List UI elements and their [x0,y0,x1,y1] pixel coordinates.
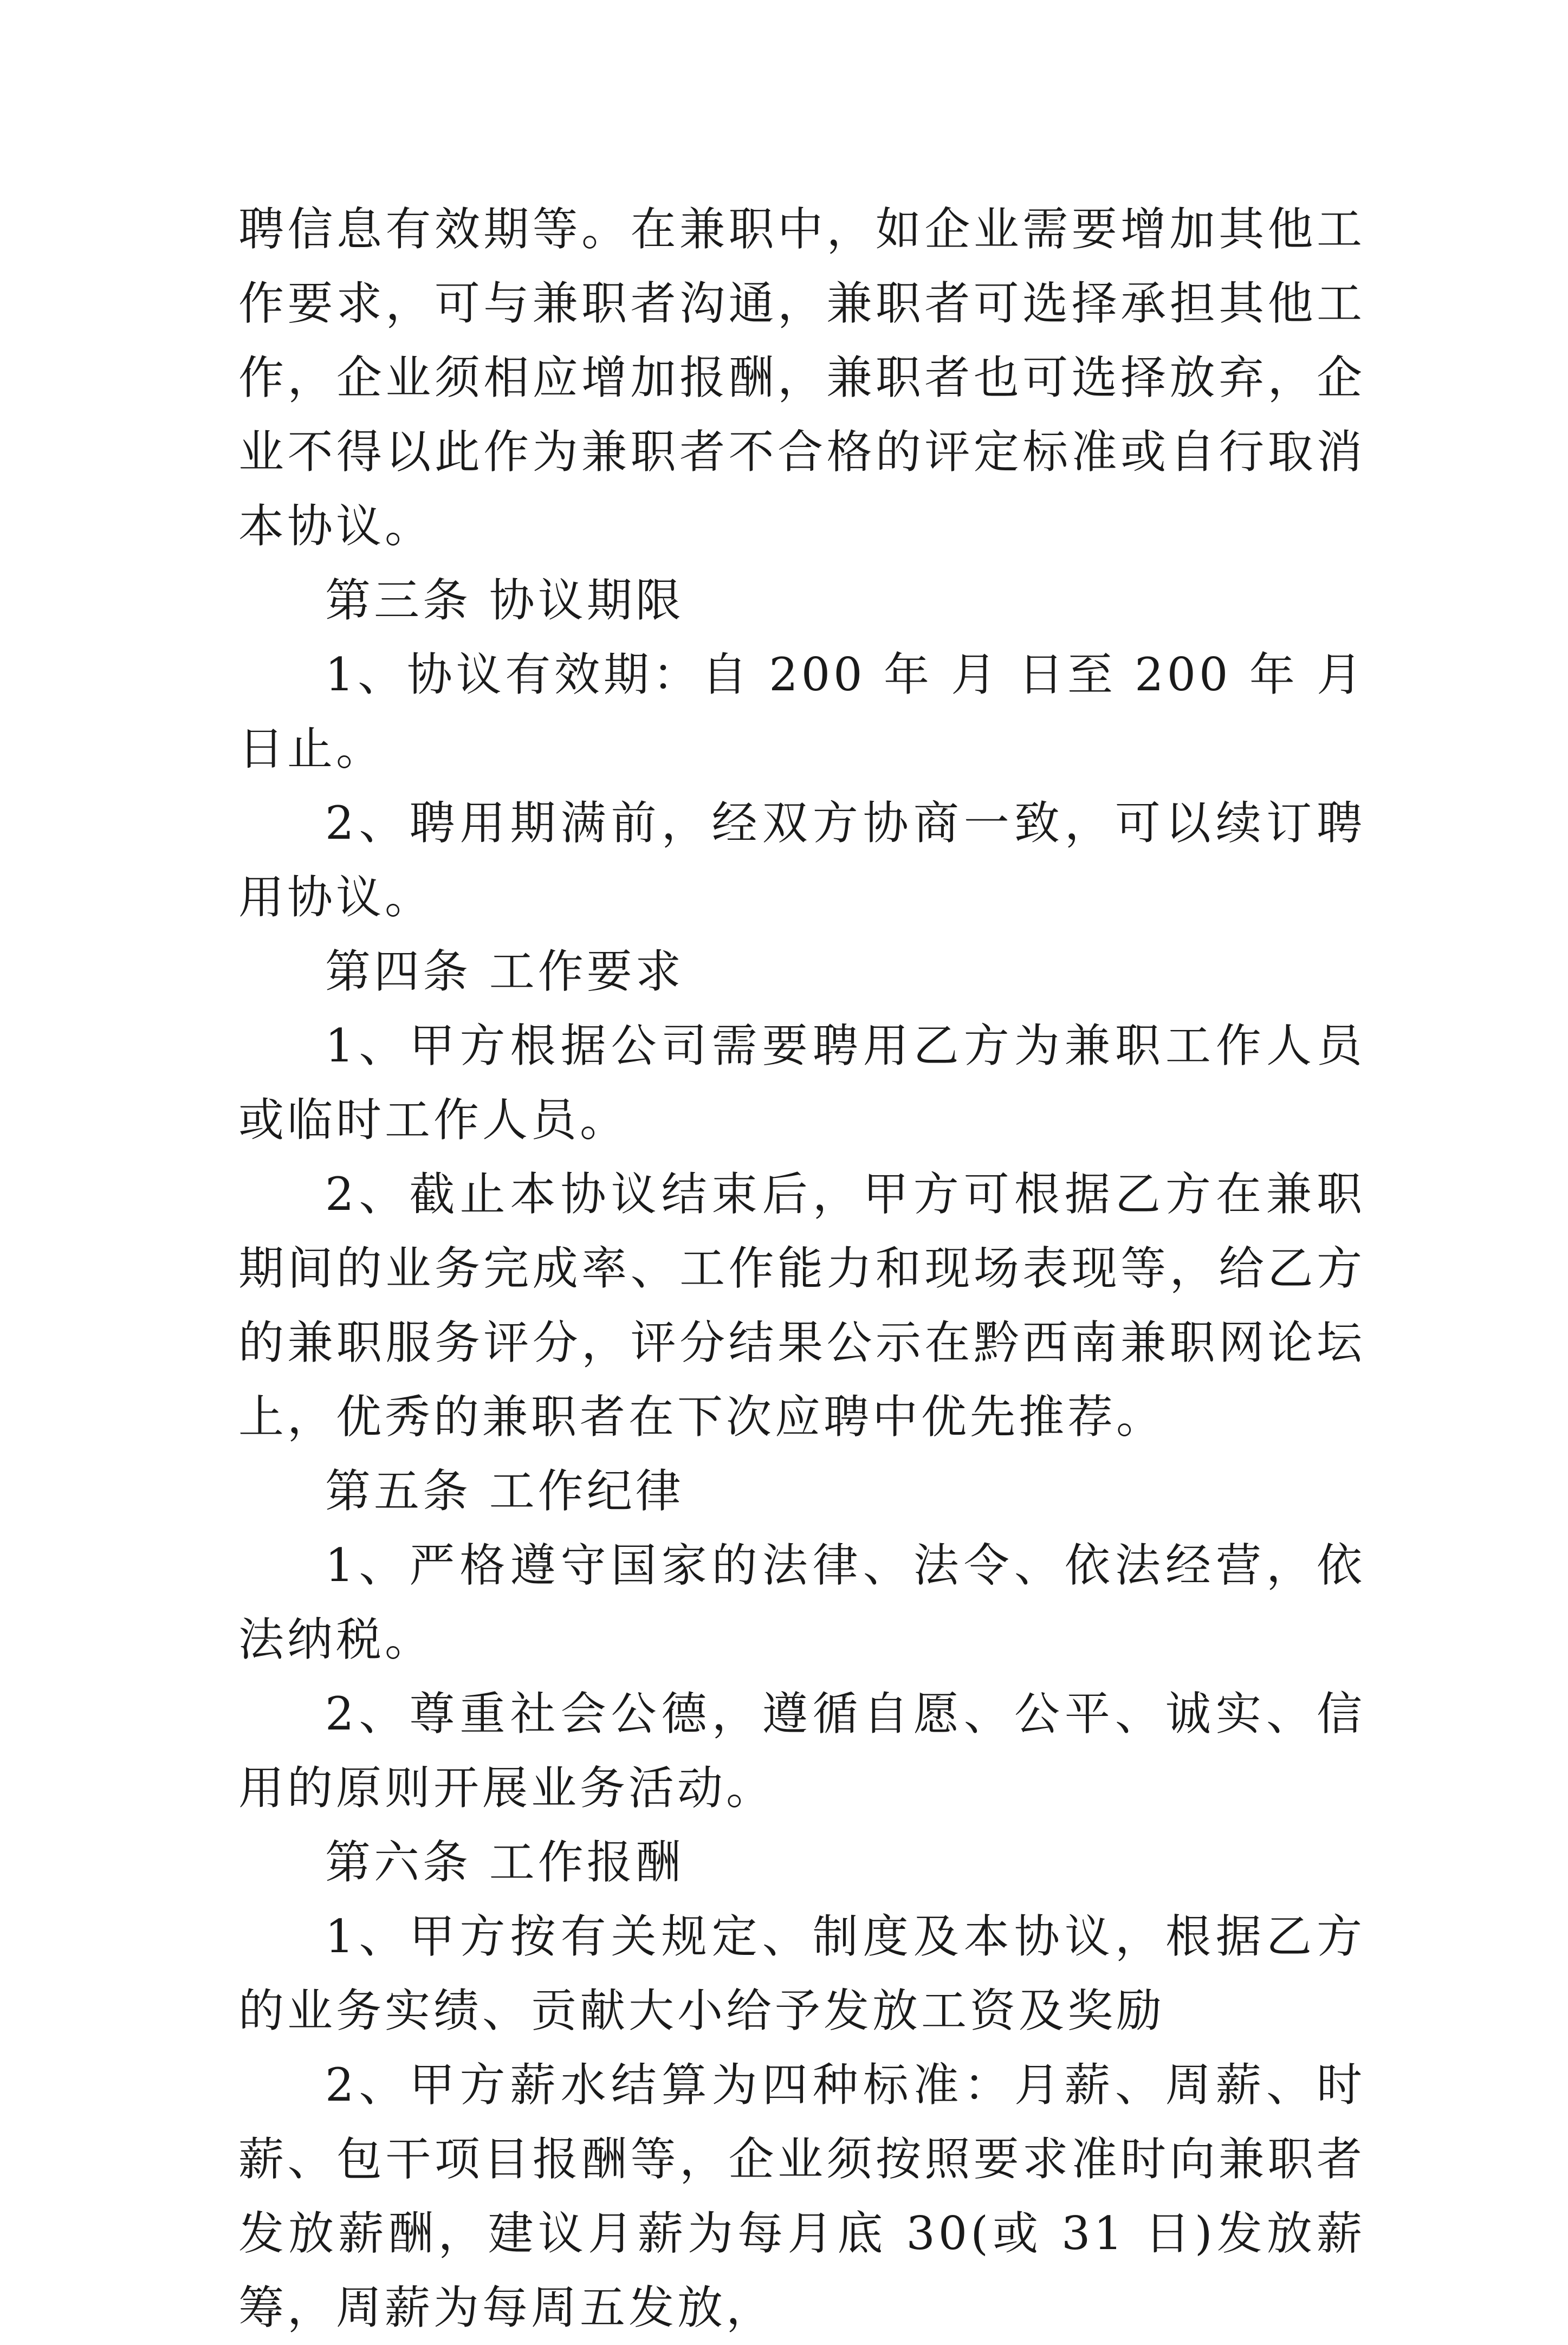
paragraph: 聘信息有效期等。在兼职中，如企业需要增加其他工作要求，可与兼职者沟通，兼职者可选择承担其他工作，企业须相应增加报酬，兼职者也可选择放弃，企业不得以此作为兼职者不合格的评定标准或自行取消本协议。 [238,203,1365,553]
paragraph: 2、截止本协议结束后，甲方可根据乙方在兼职期间的业务完成率、工作能力和现场表现等，给乙方的兼职服务评分，评分结果公示在黔西南兼职网论坛上，优秀的兼职者在下次应聘中优先推荐。 [238,1168,1365,1443]
paragraph: 1、协议有效期：自 200 年 月 日至 200 年 月 日止。 [238,648,1365,775]
paragraph: 1、甲方根据公司需要聘用乙方为兼职工作人员或临时工作人员。 [238,1019,1365,1146]
paragraph: 1、严格遵守国家的法律、法令、依法经营，依法纳税。 [238,1539,1365,1666]
section-heading: 第六条 工作报酬 [325,1836,684,1889]
section-heading: 第四条 工作要求 [325,945,684,998]
paragraph: 2、聘用期满前，经双方协商一致，可以续订聘用协议。 [238,796,1365,924]
paragraph: 1、甲方按有关规定、制度及本协议，根据乙方的业务实绩、贡献大小给予发放工资及奖励 [238,1910,1365,2037]
section-heading: 第三条 协议期限 [325,574,684,627]
section-heading: 第五条 工作纪律 [325,1465,684,1518]
paragraph: 2、尊重社会公德，遵循自愿、公平、诚实、信用的原则开展业务活动。 [238,1687,1365,1815]
paragraph: 2、甲方薪水结算为四种标准：月薪、周薪、时薪、包干项目报酬等，企业须按照要求准时向兼职者发放薪酬，建议月薪为每月底 30(或 31 日)发放薪筹，周薪为每周五发放， [238,2058,1365,2334]
document-body [238,192,1365,2345]
